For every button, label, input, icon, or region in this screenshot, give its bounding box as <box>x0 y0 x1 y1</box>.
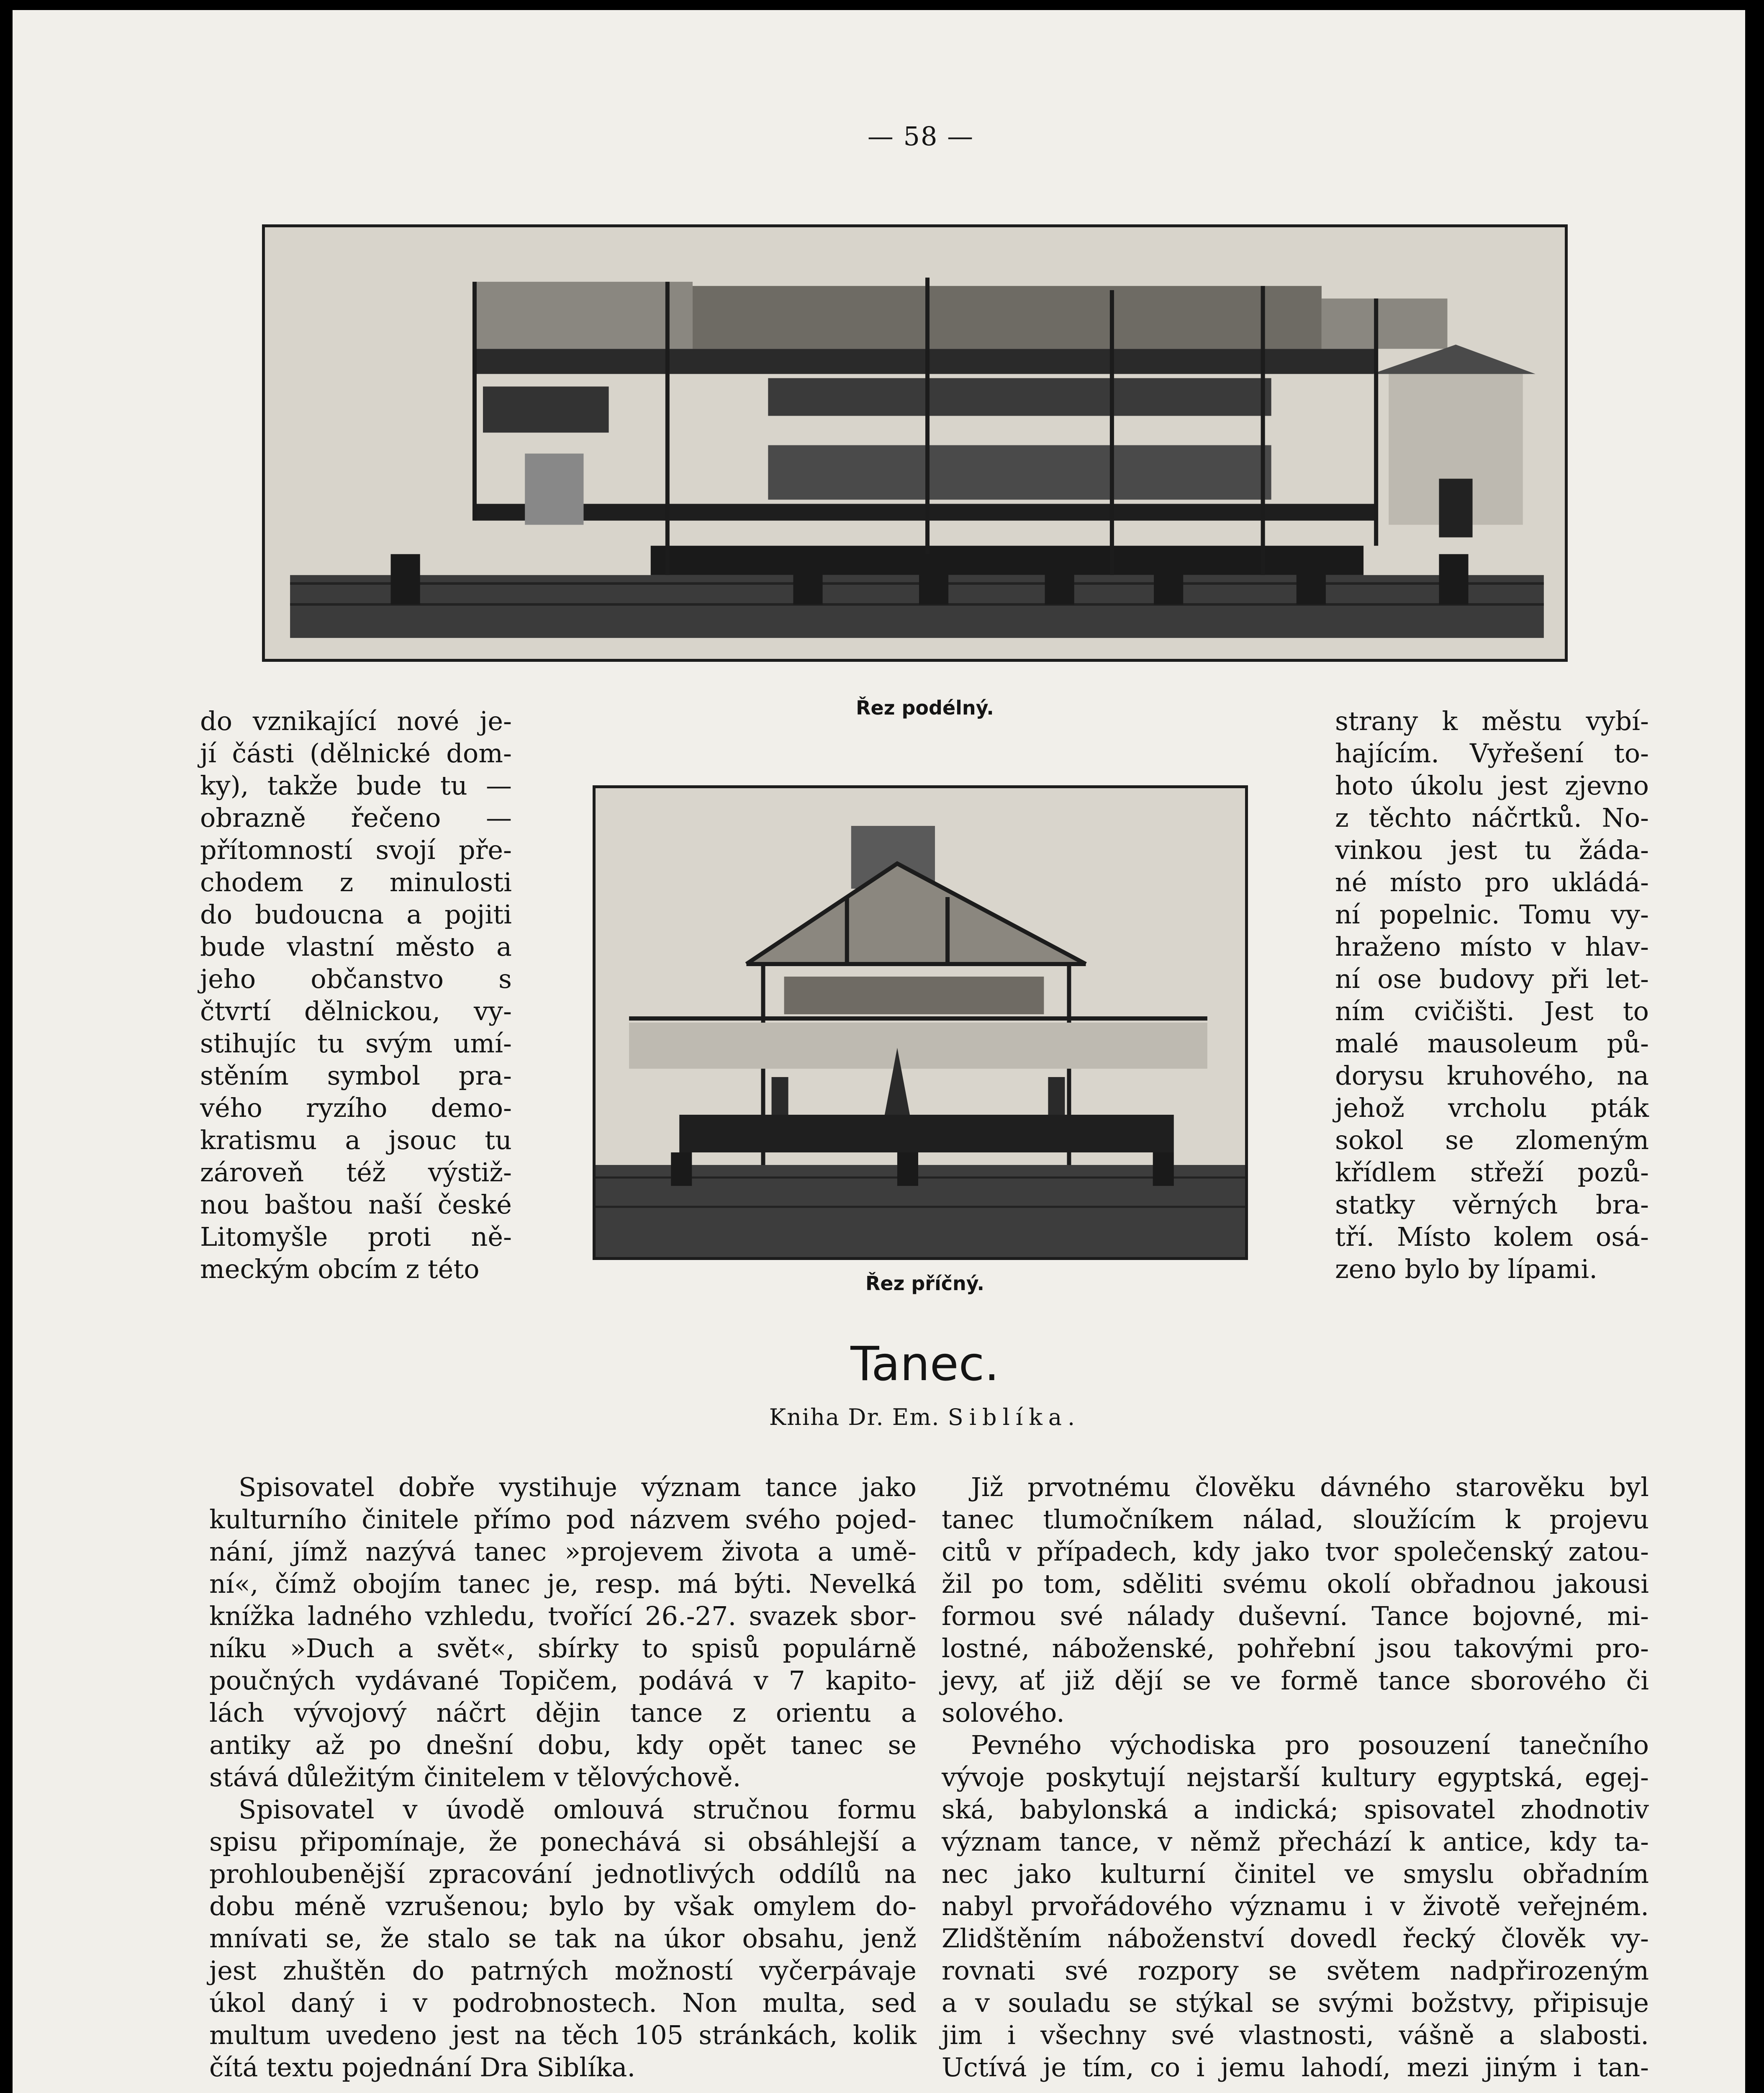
longitudinal-section-drawing <box>265 227 1565 659</box>
text-line: lostné, náboženské, pohřební jsou takovými pro- <box>942 1633 1649 1664</box>
longitudinal-section-figure <box>262 224 1568 662</box>
text-line: Spisovatel dobře vystihuje význam tance jako <box>239 1472 917 1502</box>
text-line: úkol daný i v podrobnostech. Non multa, sed <box>209 1988 917 2018</box>
text-line: jehož vrcholu pták <box>1335 1093 1649 1123</box>
text-line: poučných vydávané Topičem, podává v 7 kapito- <box>209 1665 917 1696</box>
text-line: né místo pro ukládá- <box>1335 867 1649 897</box>
text-line: níku »Duch a svět«, sbírky to spisů populárně <box>209 1633 917 1664</box>
text-line: citů v případech, kdy jako tvor společenský zatou- <box>942 1536 1649 1567</box>
text-line: stěním symbol pra- <box>200 1060 512 1091</box>
text-line: ní«, čímž obojím tanec je, resp. má býti. Nevelká <box>209 1568 917 1599</box>
text-line: jí části (dělnické dom- <box>200 738 512 769</box>
text-line: ská, babylonská a indická; spisovatel zhodnotiv <box>942 1794 1649 1825</box>
text-line: rovnati své rozpory se světem nadpřirozeným <box>942 1955 1649 1986</box>
text-line last: meckým obcím z této <box>200 1254 480 1284</box>
article-subtitle <box>682 1404 1168 1430</box>
text-line: lách vývojový náčrt dějin tance z orientu a <box>209 1697 917 1728</box>
subtitle-prefix: Kniha Dr. Em. <box>769 1404 940 1430</box>
text-line: kulturního činitele přímo pod názvem svého pojed- <box>209 1504 917 1535</box>
text-line: dobu méně vzrušenou; bylo by však omylem do- <box>209 1891 917 1921</box>
text-line: multum uvedeno jest na těch 105 stránkách, kolik <box>209 2020 917 2050</box>
text-line: nání, jímž nazývá tanec »projevem života a umě- <box>209 1536 917 1567</box>
text-line: ní popelnic. Tomu vy- <box>1335 899 1649 930</box>
text-line: Zlidštěním náboženství dovedl řecký člověk vy- <box>942 1923 1649 1954</box>
text-line: ní ose budovy při let- <box>1335 964 1649 994</box>
text-line: nec jako kulturní činitel ve smyslu obřadním <box>942 1859 1649 1889</box>
article-column-1 <box>209 1471 917 2083</box>
text-line: význam tance, v němž přechází k antice, kdy ta- <box>942 1826 1649 1857</box>
right-column-text <box>1335 705 1649 1285</box>
text-line: hoto úkolu jest zjevno <box>1335 770 1649 801</box>
text-line: antiky až po dnešní dobu, kdy opět tanec se <box>209 1730 917 1760</box>
cross-section-figure <box>593 785 1248 1260</box>
figure-caption: Řez podélný. <box>856 697 994 719</box>
text-line: čtvrtí dělnickou, vy- <box>200 996 512 1026</box>
text-line: prohloubenější zpracování jednotlivých oddílů na <box>209 1859 917 1889</box>
text-line: knížka ladného vzhledu, tvořící 26.-27. svazek sbor- <box>209 1601 917 1631</box>
text-line: ním cvičišti. Jest to <box>1335 996 1649 1026</box>
subtitle-author: Siblíka. <box>947 1404 1081 1430</box>
page <box>13 10 1745 2093</box>
text-line: Litomyšle proti ně- <box>200 1221 512 1252</box>
text-line: do budoucna a pojiti <box>200 899 512 930</box>
text-line: a v souladu se stýkal se svými božstvy, připisuje <box>942 1988 1649 2018</box>
text-line: bude vlastní město a <box>200 931 512 962</box>
text-line: strany k městu vybí- <box>1335 706 1649 736</box>
text-line: jim i všechny své vlastnosti, vášně a slabosti. <box>942 2020 1649 2050</box>
text-line: nabyl prvořádového významu i v životě veřejném. <box>942 1891 1649 1921</box>
text-line: statky věrných bra- <box>1335 1189 1649 1220</box>
text-line: z těchto náčrtků. No- <box>1335 802 1649 833</box>
text-line: přítomností svojí pře- <box>200 835 512 865</box>
text-line: chodem z minulosti <box>200 867 512 897</box>
text-line: sokol se zlomeným <box>1335 1125 1649 1155</box>
article-column-2 <box>942 1471 1649 2083</box>
text-line: tří. Místo kolem osá- <box>1335 1221 1649 1252</box>
text-line: Již prvotnému člověku dávného starověku byl <box>971 1472 1649 1502</box>
text-line: obrazně řečeno — <box>200 802 512 833</box>
text-line: zeno bylo by lípami. <box>1335 1254 1597 1284</box>
text-line: vého ryzího demo- <box>200 1093 512 1123</box>
text-line: jevy, ať již dějí se ve formě tance sborového či <box>942 1665 1649 1696</box>
text-line: vinkou jest tu žáda- <box>1335 835 1649 865</box>
text-line: žil po tom, sděliti svému okolí obřadnou jakousi <box>942 1568 1649 1599</box>
text-line: čítá textu pojednání Dra Siblíka. <box>209 2052 636 2083</box>
text-line: spisu připomínaje, že ponechává si obsáhlejší a <box>209 1826 917 1857</box>
text-line: do vznikající nové je- <box>200 706 512 736</box>
text-line: Uctívá je tím, co i jemu lahodí, mezi jiným i tan- <box>942 2052 1649 2083</box>
text-line: solového. <box>942 1697 1065 1728</box>
text-line: zároveň též výstiž- <box>200 1157 512 1188</box>
text-line: jeho občanstvo s <box>200 964 512 994</box>
text-line: jest zhuštěn do patrných možností vyčerpávaje <box>209 1955 917 1986</box>
text-line: Spisovatel v úvodě omlouvá stručnou formu <box>239 1794 917 1825</box>
text-line: křídlem střeží pozů- <box>1335 1157 1649 1188</box>
text-line: nou baštou naší české <box>200 1189 512 1220</box>
text-line: hajícím. Vyřešení to- <box>1335 738 1649 769</box>
text-line: Pevného východiska pro posouzení tanečního <box>971 1730 1649 1760</box>
text-line: kratismu a jsouc tu <box>200 1125 512 1155</box>
article-title: Tanec. <box>850 1337 999 1391</box>
left-column-text <box>200 705 512 1285</box>
text-line: hraženo místo v hlav- <box>1335 931 1649 962</box>
text-line: formou své nálady duševní. Tance bojovné, mi- <box>942 1601 1649 1631</box>
figure-caption: Řez příčný. <box>865 1272 985 1295</box>
page-number: — 58 — <box>867 121 974 152</box>
text-line: stává důležitým činitelem v tělovýchově. <box>209 1762 741 1792</box>
cross-section-drawing <box>596 788 1245 1257</box>
text-line: tanec tlumočníkem nálad, sloužícím k projevu <box>942 1504 1649 1535</box>
text-line: vývoje poskytují nejstarší kultury egyptská, egej- <box>942 1762 1649 1792</box>
text-line: dorysu kruhového, na <box>1335 1060 1649 1091</box>
text-line: stihujíc tu svým umí- <box>200 1028 512 1059</box>
text-line: malé mausoleum pů- <box>1335 1028 1649 1059</box>
text-line: ky), takže bude tu — <box>200 770 512 801</box>
text-line: mnívati se, že stalo se tak na úkor obsahu, jenž <box>209 1923 917 1954</box>
